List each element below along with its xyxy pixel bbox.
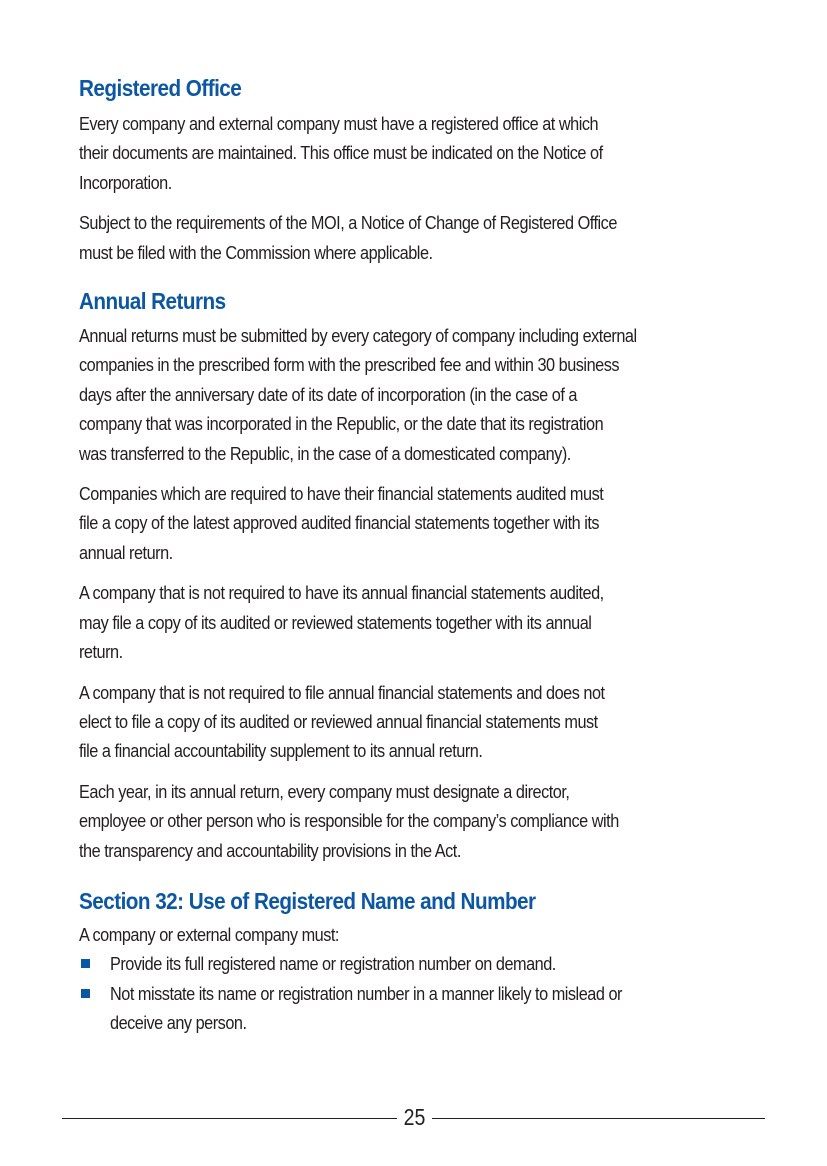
text-line: the transparency and accountability provisions in the Act.	[79, 839, 461, 861]
text-line: was transferred to the Republic, in the case of a domesticated company).	[79, 442, 571, 464]
paragraph	[79, 678, 761, 766]
footer-rule-left	[62, 1118, 397, 1119]
text-line: file a copy of the latest approved audited financial statements together with its	[79, 512, 600, 534]
section-registered-office	[79, 72, 759, 267]
text-line: deceive any person.	[110, 1012, 247, 1034]
text-line: Companies which are required to have their financial statements audited must	[79, 483, 604, 505]
text-line: their documents are maintained. This office must be indicated on the Notice of	[79, 142, 603, 164]
text-line: Provide its full registered name or registration number on demand.	[110, 953, 556, 975]
list-item	[79, 979, 759, 1038]
paragraph	[79, 777, 761, 865]
text-line: may file a copy of its audited or reviewed statements together with its annual	[79, 611, 592, 633]
square-bullet-icon	[81, 959, 90, 968]
text-line: return.	[79, 641, 123, 663]
text-line: Subject to the requirements of the MOI, a Notice of Change of Registered Office	[79, 212, 617, 234]
section-32-registered-name-number	[79, 885, 759, 1038]
paragraph	[79, 479, 761, 567]
text-line: Incorporation.	[79, 171, 172, 193]
text-line: Every company and external company must have a registered office at which	[79, 113, 599, 134]
paragraph	[79, 208, 761, 267]
text-line: company that was incorporated in the Republic, or the date that its registration	[79, 413, 604, 435]
text-line: elect to file a copy of its audited or reviewed annual financial statements must	[79, 710, 598, 732]
text-line: Annual returns must be submitted by every category of company including external	[79, 325, 637, 347]
bullet-text	[110, 949, 766, 978]
square-bullet-icon	[81, 989, 90, 998]
text-line: A company or external company must:	[79, 923, 339, 945]
bullet-text	[110, 979, 766, 1038]
bullet-list	[79, 949, 759, 1037]
section-annual-returns	[79, 285, 759, 865]
section-heading: Section 32: Use of Registered Name and Number	[79, 887, 536, 914]
text-line: must be filed with the Commission where applicable.	[79, 241, 433, 263]
document-page	[79, 72, 759, 1038]
footer-rule-right	[432, 1118, 765, 1119]
section-heading: Registered Office	[79, 75, 242, 101]
section-heading: Annual Returns	[79, 288, 226, 315]
text-line: A company that is not required to file annual financial statements and does not	[79, 681, 605, 703]
text-line: annual return.	[79, 541, 173, 563]
list-item	[79, 949, 759, 978]
page-footer	[62, 1102, 765, 1132]
text-line: companies in the prescribed form with the prescribed fee and within 30 business	[79, 354, 620, 376]
intro-text	[79, 920, 761, 949]
text-line: A company that is not required to have its annual financial statements audited,	[79, 582, 604, 604]
paragraph	[79, 578, 761, 666]
paragraph	[79, 109, 761, 197]
text-line: days after the anniversary date of its date of incorporation (in the case of a	[79, 383, 577, 405]
text-line: Each year, in its annual return, every company must designate a director,	[79, 780, 570, 802]
text-line: Not misstate its name or registration number in a manner likely to mislead or	[110, 982, 622, 1004]
text-line: employee or other person who is responsible for the company’s compliance with	[79, 810, 619, 832]
text-line: file a financial accountability supplement to its annual return.	[79, 740, 483, 762]
paragraph	[79, 321, 761, 468]
page-number: 25	[403, 1104, 426, 1130]
